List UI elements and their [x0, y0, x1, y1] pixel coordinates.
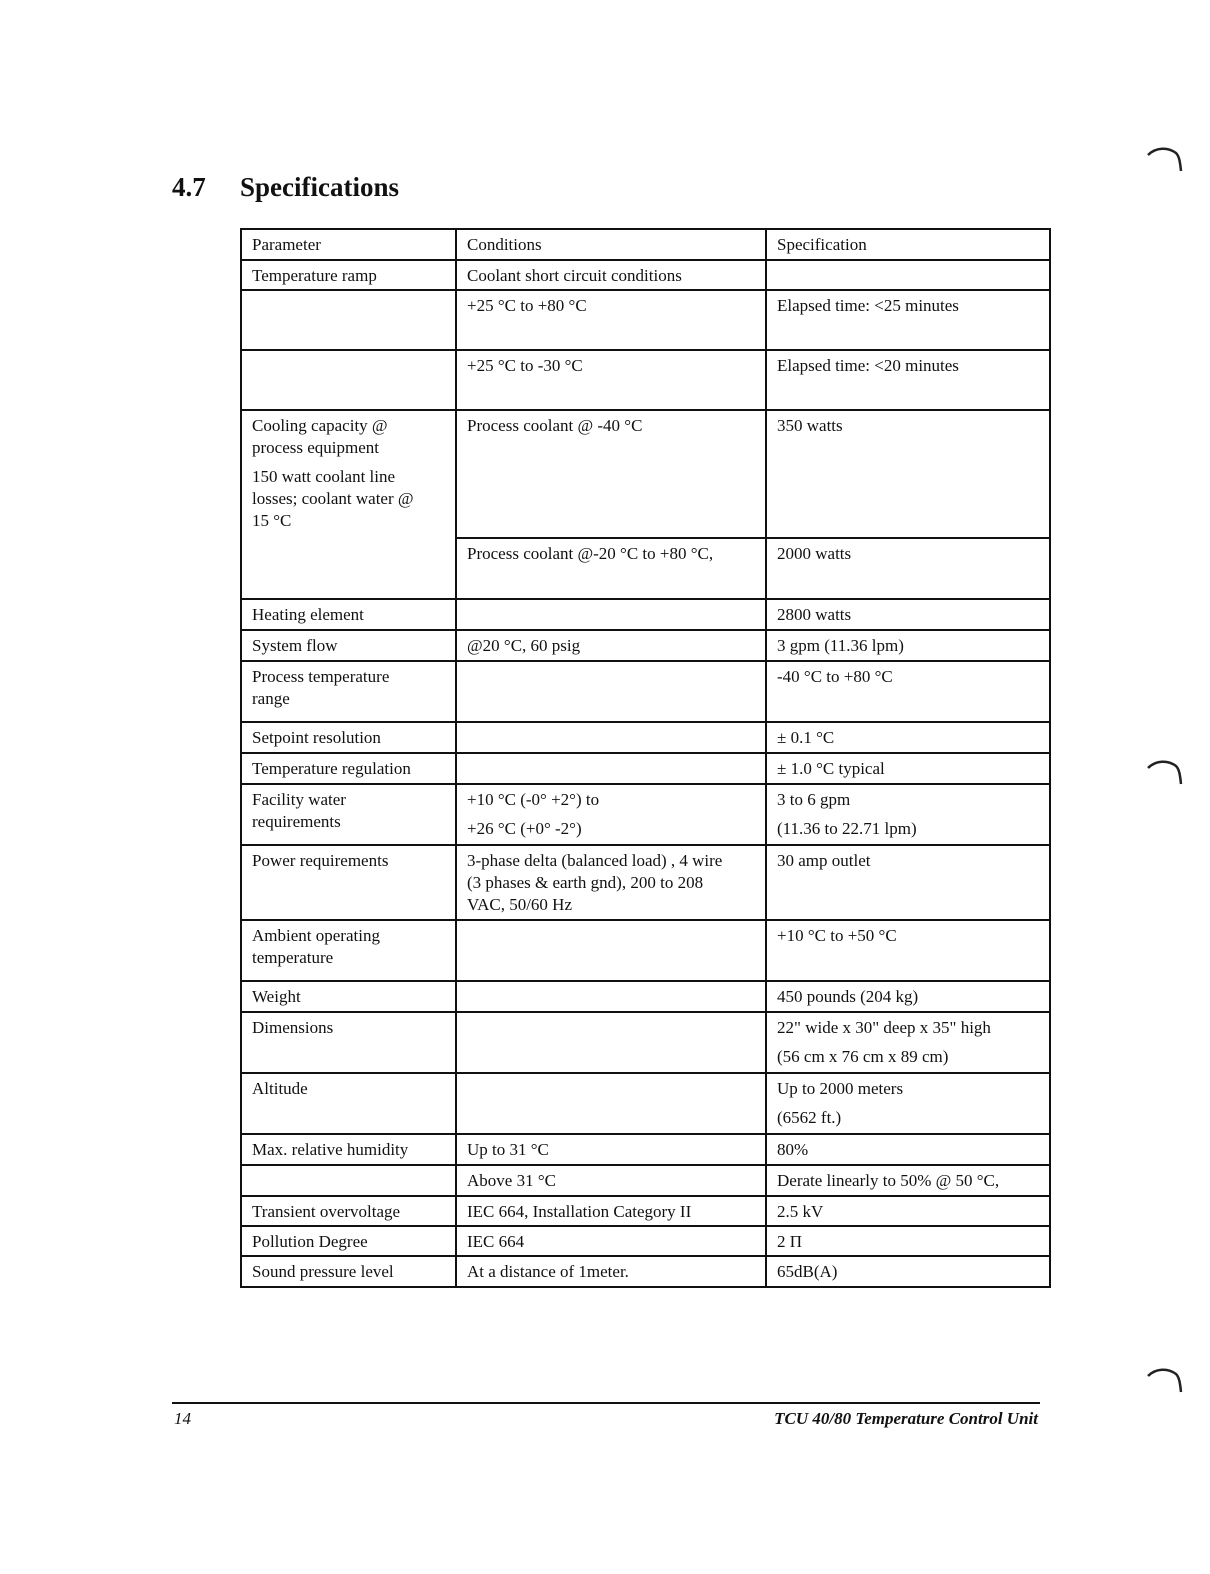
specification-cell: 2800 watts: [766, 599, 1050, 630]
table-row: [241, 981, 1050, 1012]
condition-cell: Above 31 °C: [456, 1165, 766, 1196]
binder-hole-mark-icon: [1146, 1366, 1186, 1400]
condition-line: VAC, 50/60 Hz: [467, 895, 572, 914]
specifications-table: [240, 228, 1051, 1288]
table-row: [241, 1196, 1050, 1226]
parameter-cell: Heating element: [241, 599, 456, 630]
condition-cell: [456, 1073, 766, 1134]
parameter-cell: [241, 661, 456, 722]
parameter-line: requirements: [252, 812, 341, 831]
condition-cell: Process coolant @ -40 °C: [456, 410, 766, 538]
condition-line: (3 phases & earth gnd), 200 to 208: [467, 873, 704, 892]
parameter-line: Facility water: [252, 790, 346, 809]
condition-line: +26 °C (+0° -2°): [467, 819, 582, 838]
table-row: [241, 1073, 1050, 1134]
footer-page-number: 14: [174, 1409, 191, 1428]
parameter-cell: Transient overvoltage: [241, 1196, 456, 1226]
condition-cell: +25 °C to -30 °C: [456, 350, 766, 410]
table-row: [241, 350, 1050, 410]
specification-line: (56 cm x 76 cm x 89 cm): [777, 1047, 949, 1066]
specification-line: 22" wide x 30" deep x 35" high: [777, 1018, 991, 1037]
specification-line: (6562 ft.): [777, 1108, 842, 1127]
table-row: [241, 845, 1050, 920]
condition-line: 3-phase delta (balanced load) , 4 wire: [467, 851, 723, 870]
condition-cell: Process coolant @-20 °C to +80 °C,: [456, 538, 766, 599]
specification-cell: [766, 1012, 1050, 1073]
parameter-cell: [241, 290, 456, 350]
parameter-cell: [241, 350, 456, 410]
specification-cell: 2000 watts: [766, 538, 1050, 599]
table-row: [241, 753, 1050, 784]
parameter-cell: [241, 410, 456, 599]
specification-cell: 2 Π: [766, 1226, 1050, 1256]
condition-cell: At a distance of 1meter.: [456, 1256, 766, 1287]
table-header-row: [241, 229, 1050, 260]
table-row: [241, 1012, 1050, 1073]
parameter-line: Ambient operating: [252, 926, 380, 945]
condition-line: +10 °C (-0° +2°) to: [467, 790, 600, 809]
specification-line: Up to 2000 meters: [777, 1079, 904, 1098]
parameter-cell: Temperature regulation: [241, 753, 456, 784]
table-row: [241, 1134, 1050, 1165]
table-row: [241, 661, 1050, 722]
parameter-cell: Pollution Degree: [241, 1226, 456, 1256]
parameter-cell: Power requirements: [241, 845, 456, 920]
header-specification: Specification: [766, 229, 1050, 260]
specification-cell: [766, 784, 1050, 845]
parameter-cell: [241, 784, 456, 845]
condition-cell: +25 °C to +80 °C: [456, 290, 766, 350]
parameter-cell: Setpoint resolution: [241, 722, 456, 753]
specification-cell: 2.5 kV: [766, 1196, 1050, 1226]
table-row: [241, 722, 1050, 753]
binder-hole-mark-icon: [1146, 145, 1186, 179]
condition-cell: [456, 845, 766, 920]
specification-cell: Elapsed time: <20 minutes: [766, 350, 1050, 410]
specification-cell: Elapsed time: <25 minutes: [766, 290, 1050, 350]
specification-cell: 350 watts: [766, 410, 1050, 538]
condition-cell: [456, 1012, 766, 1073]
binder-hole-mark-icon: [1146, 758, 1186, 792]
specification-cell: Derate linearly to 50% @ 50 °C,: [766, 1165, 1050, 1196]
parameter-cell: [241, 1165, 456, 1196]
specification-cell: 30 amp outlet: [766, 845, 1050, 920]
condition-cell: [456, 784, 766, 845]
specification-cell: 65dB(A): [766, 1256, 1050, 1287]
specification-cell: ± 1.0 °C typical: [766, 753, 1050, 784]
parameter-line: temperature: [252, 948, 334, 967]
condition-cell: @20 °C, 60 psig: [456, 630, 766, 661]
table-row: [241, 1256, 1050, 1287]
parameter-line: losses; coolant water @: [252, 489, 414, 508]
specification-cell: [766, 260, 1050, 290]
condition-cell: IEC 664, Installation Category II: [456, 1196, 766, 1226]
condition-cell: Up to 31 °C: [456, 1134, 766, 1165]
parameter-cell: Max. relative humidity: [241, 1134, 456, 1165]
table-row: [241, 290, 1050, 350]
specification-cell: 80%: [766, 1134, 1050, 1165]
specification-cell: +10 °C to +50 °C: [766, 920, 1050, 981]
section-number: 4.7: [172, 172, 206, 202]
table-row: [241, 260, 1050, 290]
specification-line: (11.36 to 22.71 lpm): [777, 819, 917, 838]
parameter-cell: [241, 920, 456, 981]
condition-cell: IEC 664: [456, 1226, 766, 1256]
parameter-cell: Weight: [241, 981, 456, 1012]
specification-cell: ± 0.1 °C: [766, 722, 1050, 753]
section-title: Specifications: [240, 172, 399, 202]
header-parameter: Parameter: [241, 229, 456, 260]
table-row: [241, 599, 1050, 630]
condition-cell: [456, 981, 766, 1012]
section-heading: [172, 172, 399, 203]
condition-cell: [456, 722, 766, 753]
condition-cell: [456, 599, 766, 630]
header-conditions: Conditions: [456, 229, 766, 260]
parameter-cell: Altitude: [241, 1073, 456, 1134]
footer-document-title: TCU 40/80 Temperature Control Unit: [774, 1409, 1038, 1428]
table-row: [241, 630, 1050, 661]
specification-cell: [766, 1073, 1050, 1134]
parameter-cell: Sound pressure level: [241, 1256, 456, 1287]
parameter-line: process equipment: [252, 438, 379, 457]
parameter-cell: Dimensions: [241, 1012, 456, 1073]
parameter-line: 150 watt coolant line: [252, 467, 396, 486]
condition-cell: [456, 920, 766, 981]
table-row: [241, 1165, 1050, 1196]
parameter-cell: Temperature ramp: [241, 260, 456, 290]
parameter-line: 15 °C: [252, 511, 292, 530]
specification-cell: -40 °C to +80 °C: [766, 661, 1050, 722]
footer-rule: [172, 1402, 1040, 1404]
condition-cell: [456, 661, 766, 722]
parameter-line: Process temperature: [252, 667, 390, 686]
table-row: [241, 1226, 1050, 1256]
parameter-line: range: [252, 689, 290, 708]
table-row: [241, 784, 1050, 845]
condition-cell: [456, 753, 766, 784]
specification-line: 3 to 6 gpm: [777, 790, 851, 809]
parameter-cell: System flow: [241, 630, 456, 661]
specification-cell: 450 pounds (204 kg): [766, 981, 1050, 1012]
table-row: [241, 410, 1050, 538]
table-row: [241, 920, 1050, 981]
specification-cell: 3 gpm (11.36 lpm): [766, 630, 1050, 661]
condition-cell: Coolant short circuit conditions: [456, 260, 766, 290]
parameter-line: Cooling capacity @: [252, 416, 388, 435]
